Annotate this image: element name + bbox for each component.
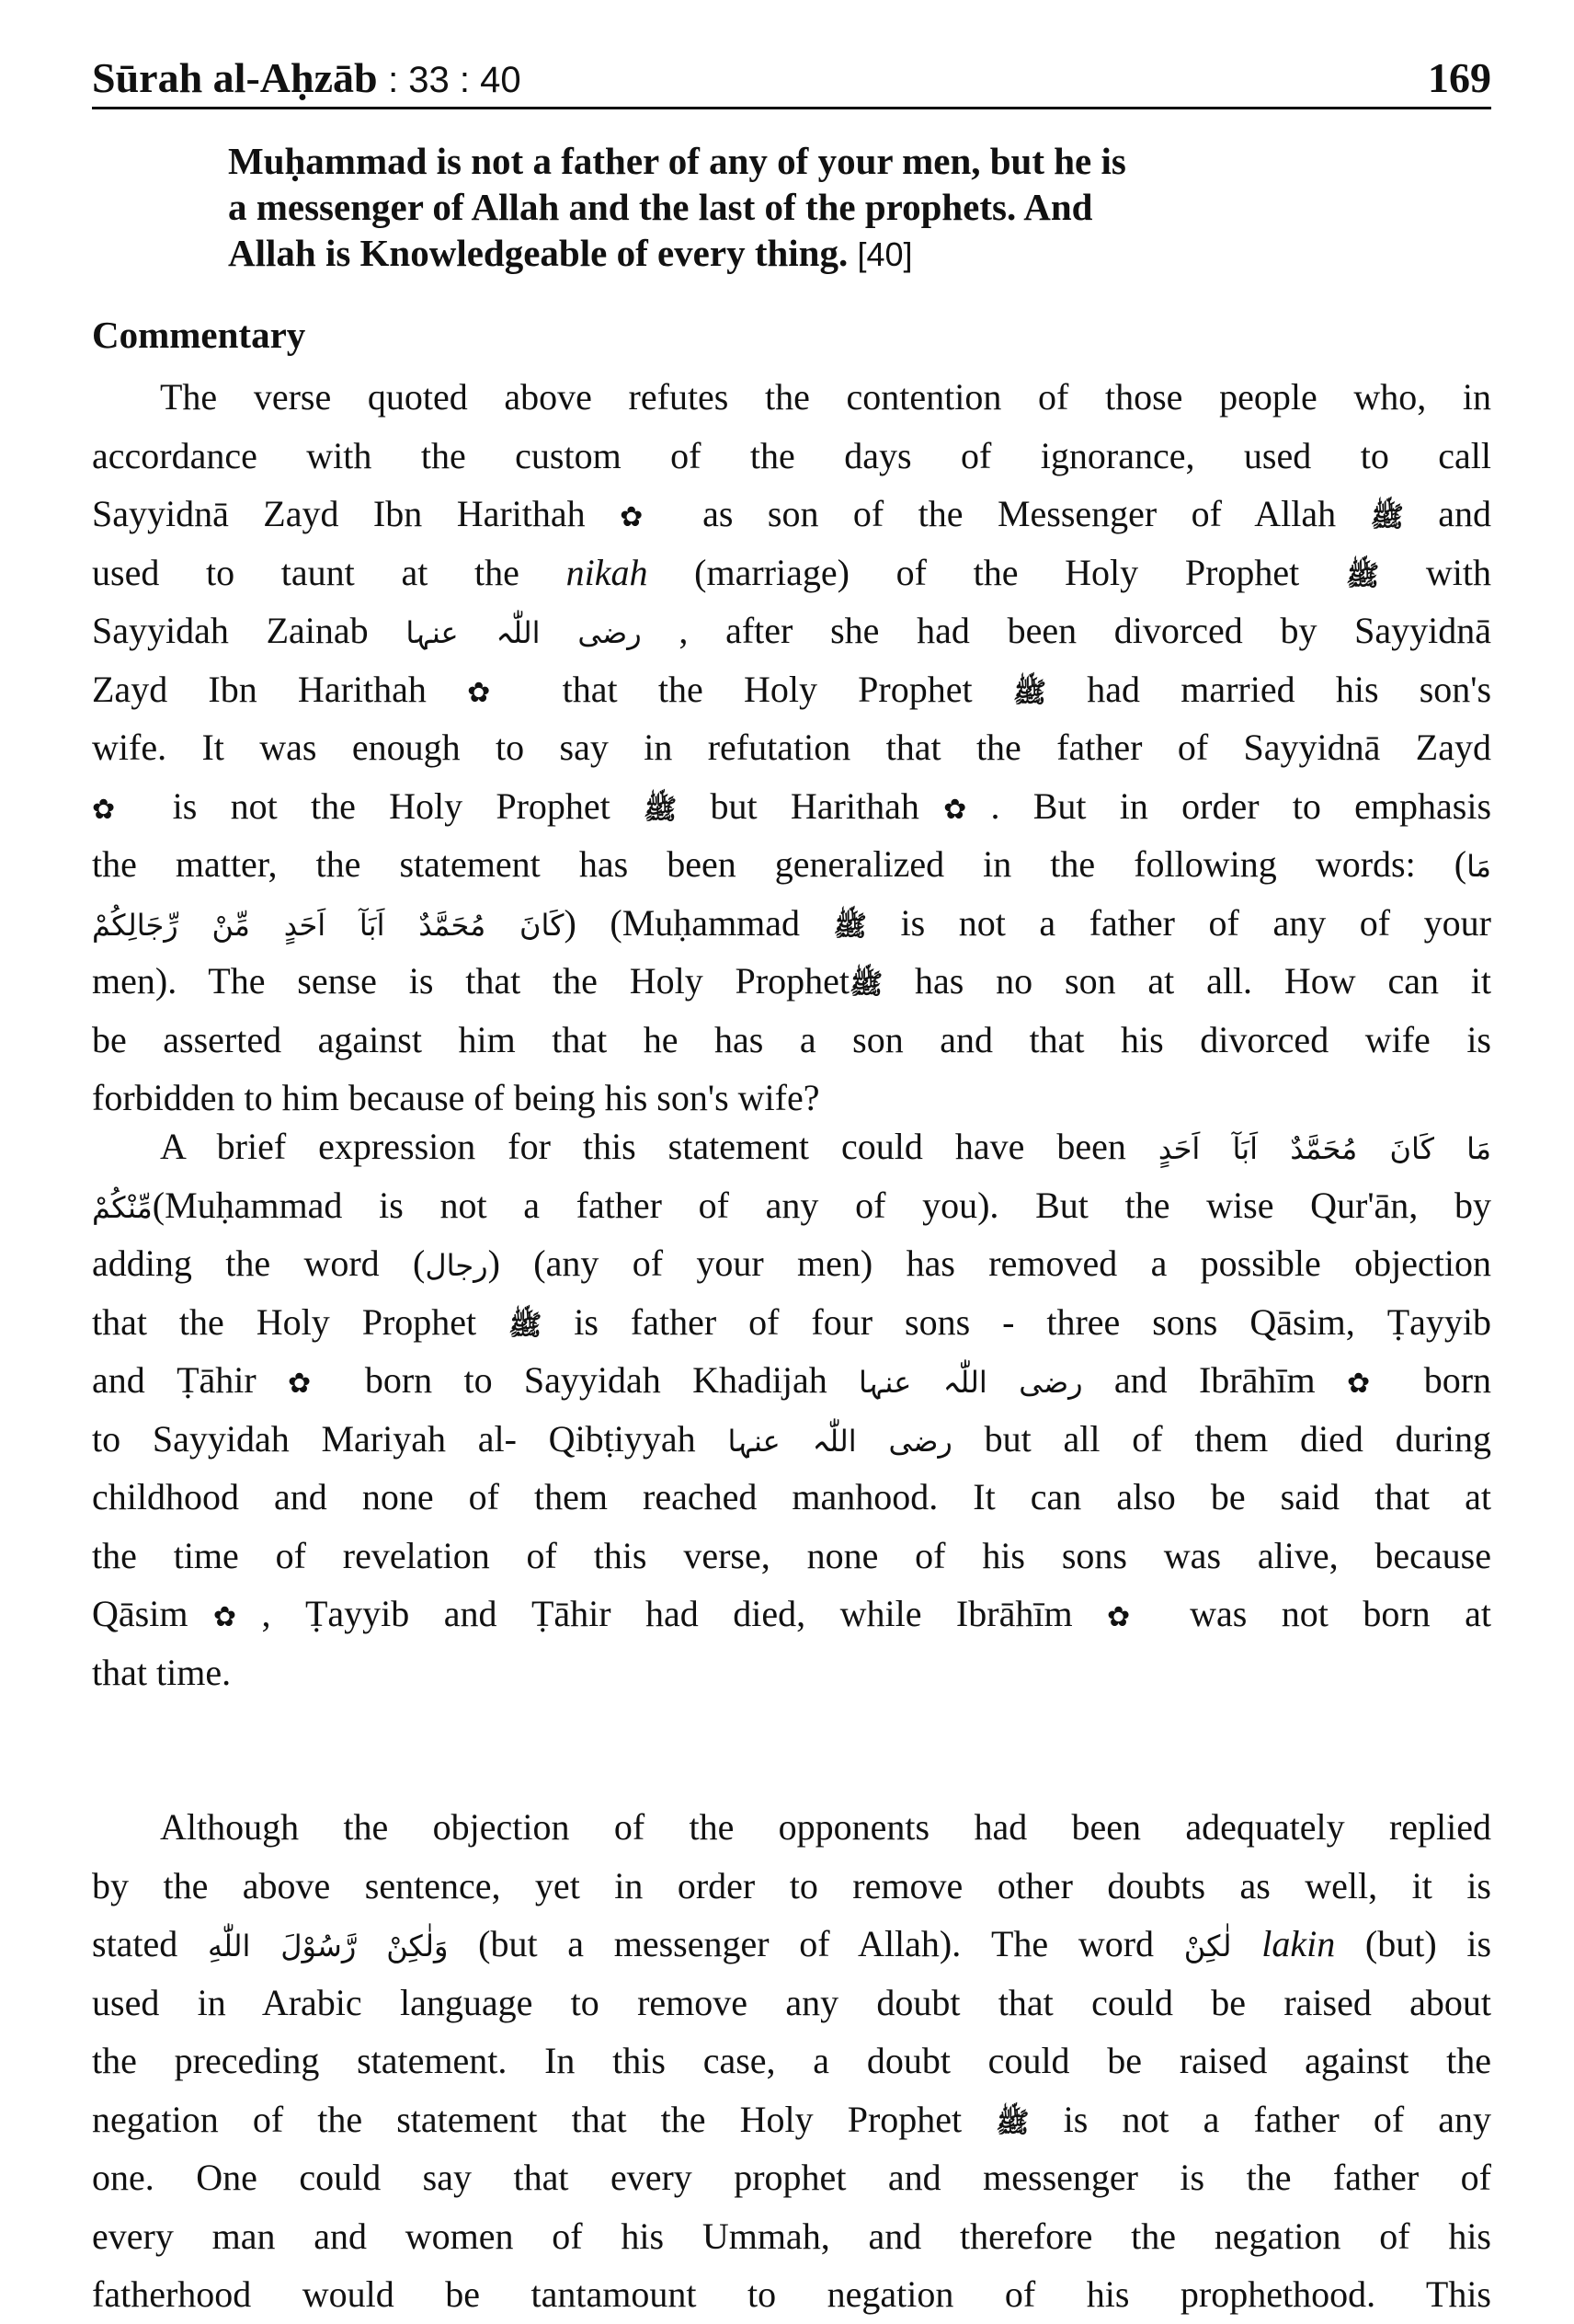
text-line: childhood and none of them reached manhood. It can also be said that at xyxy=(92,1476,1491,1517)
honorific-saw-icon: ﷺ xyxy=(1345,559,1380,592)
text-span: the matter, the statement has been generalized in the following words: ( xyxy=(92,843,1467,885)
commentary-heading: Commentary xyxy=(92,314,306,356)
text-line: the preceding statement. In this case, a doubt could be raised against the xyxy=(92,2040,1491,2081)
text-line xyxy=(92,601,1491,660)
honorific-radiallahu-anha: رضی اللّٰہ عنہا xyxy=(405,615,642,650)
text-line xyxy=(92,1351,1491,1410)
text-span: A brief expression for this statement could have been xyxy=(160,1126,1126,1167)
honorific-saw-icon: ﷺ xyxy=(1370,501,1404,533)
text-span: and xyxy=(1438,493,1492,534)
text-line: fatherhood would be tantamount to negation of his prophethood. This xyxy=(92,2273,1491,2315)
honorific-radiallahu-anha: رضی اللّٰہ عنہا xyxy=(727,1423,952,1459)
text-span: with xyxy=(1425,551,1492,593)
text-span: Zayd Ibn Harithah xyxy=(92,668,427,710)
honorific-saw-icon: ﷺ xyxy=(1012,676,1047,709)
text-line xyxy=(92,894,1491,953)
text-span: but Harithah xyxy=(710,784,919,827)
text-line xyxy=(92,660,1491,719)
arabic-text: كَانَ مُحَمَّدٌ اَبَآ اَحَدٍ مِّنْ رِّجَالِكُمْ xyxy=(92,907,565,943)
honorific-ra-icon: ✿ xyxy=(1107,1601,1156,1633)
text-line: that time. xyxy=(92,1651,232,1693)
text-line: forbidden to him because of being his son's wife? xyxy=(92,1077,820,1118)
text-line xyxy=(92,1585,1491,1643)
text-span: is father of four sons - three sons Qāsim, Ṭayyib xyxy=(574,1300,1492,1343)
paragraph-1 xyxy=(92,368,1491,1128)
honorific-saw-icon: ﷺ xyxy=(833,910,867,943)
text-line xyxy=(92,952,1491,1011)
italic-term: nikah xyxy=(565,551,648,593)
arabic-text: لٰكِنْ xyxy=(1183,1929,1232,1963)
text-span: (but a messenger of Allah). The word xyxy=(478,1923,1155,1964)
text-span: (Muḥammad is not a father of any of you). But the wise Qur'ān, by xyxy=(152,1184,1491,1226)
text-span: ) (any of your men) has removed a possible objection xyxy=(487,1242,1491,1284)
text-span: . But in order to emphasis xyxy=(990,784,1492,827)
text-span: men). The sense is that the Holy Prophet xyxy=(92,960,850,1002)
text-span: born to Sayyidah Khadijah xyxy=(364,1359,827,1401)
arabic-text: مَا كَانَ مُحَمَّدٌ اَبَآ اَحَدٍ xyxy=(1158,1131,1492,1166)
text-span: but all of them died during xyxy=(984,1417,1492,1460)
honorific-ra-icon: ✿ xyxy=(92,793,140,826)
text-line xyxy=(92,1915,1491,1974)
text-span: (but) is xyxy=(1364,1923,1492,1964)
verse-line: Muḥammad is not a father of any of your men, but he is xyxy=(228,140,1126,182)
text-span: negation of the statement that the Holy Prophet xyxy=(92,2098,963,2140)
text-span: Sayyidnā Zayd Ibn Harithah xyxy=(92,493,586,534)
text-line: The verse quoted above refutes the contention of those people who, in xyxy=(160,376,1491,418)
text-span: had married his son's xyxy=(1087,668,1492,710)
text-line: one. One could say that every prophet and messenger is the father of xyxy=(92,2157,1491,2198)
text-line: accordance with the custom of the days of ignorance, used to call xyxy=(92,434,1491,476)
text-span: was not born at xyxy=(1190,1593,1492,1634)
header-rule xyxy=(92,107,1491,109)
text-span: born xyxy=(1423,1359,1492,1401)
arabic-text: وَلٰكِنْ رَّسُوْلَ اللّٰهِ xyxy=(208,1929,449,1963)
text-span: , after she had been divorced by Sayyidnā xyxy=(679,610,1492,651)
honorific-radiallahu-anha: رضی اللّٰہ عنہا xyxy=(859,1365,1083,1400)
honorific-ra-icon: ✿ xyxy=(467,676,522,709)
paragraph-2 xyxy=(92,1117,1491,1701)
text-line: Although the objection of the opponents had been adequately replied xyxy=(160,1806,1491,1848)
text-span: (marriage) of the Holy Prophet xyxy=(694,551,1300,593)
page-number: 169 xyxy=(1428,54,1491,101)
text-line: wife. It was enough to say in refutation that the father of Sayyidnā Zayd xyxy=(92,727,1491,768)
honorific-ra-icon: ✿ xyxy=(620,501,668,533)
text-line xyxy=(92,777,1491,836)
arabic-text: رجال xyxy=(425,1248,488,1283)
honorific-saw-icon: ﷺ xyxy=(508,1309,542,1342)
text-span: stated xyxy=(92,1923,178,1964)
text-span: and Ṭāhir xyxy=(92,1359,257,1401)
honorific-saw-icon: ﷺ xyxy=(849,968,884,1001)
text-span: ) (Muḥammad xyxy=(564,901,801,944)
text-span: that the Holy Prophet xyxy=(92,1300,477,1343)
honorific-saw-icon: ﷺ xyxy=(996,2106,1030,2139)
honorific-ra-icon: ✿ xyxy=(288,1368,334,1400)
verse-line-text: Allah is Knowledgeable of every thing. xyxy=(228,232,849,274)
verse-reference: : 33 : 40 xyxy=(388,60,521,100)
text-span: and Ibrāhīm xyxy=(1113,1359,1316,1401)
verse-translation xyxy=(228,138,1368,278)
text-line xyxy=(92,1293,1491,1352)
text-line: used in Arabic language to remove any doubt that could be raised about xyxy=(92,1981,1491,2023)
text-line xyxy=(92,544,1491,602)
text-line xyxy=(92,2090,1491,2149)
italic-term: lakin xyxy=(1261,1923,1336,1964)
arabic-text: مَا xyxy=(1466,849,1491,884)
surah-name: Sūrah al-Aḥzāb xyxy=(92,54,378,101)
text-span: that the Holy Prophet xyxy=(562,668,973,710)
honorific-saw-icon: ﷺ xyxy=(644,793,678,826)
text-span: as son of the Messenger of Allah xyxy=(702,493,1337,534)
text-span: used to taunt at the xyxy=(92,551,519,593)
arabic-text: مِّنْكُمْ xyxy=(92,1189,153,1225)
text-line: every man and women of his Ummah, and therefore the negation of his xyxy=(92,2215,1491,2257)
verse-line: a messenger of Allah and the last of the prophets. And xyxy=(228,186,1093,228)
text-span: is not the Holy Prophet xyxy=(172,784,610,827)
text-line: be asserted against him that he has a son and that his divorced wife is xyxy=(92,1018,1491,1060)
text-line: by the above sentence, yet in order to remove other doubts as well, it is xyxy=(92,1864,1491,1906)
text-line xyxy=(92,1117,1491,1176)
honorific-ra-icon: ✿ xyxy=(1346,1368,1393,1400)
text-line xyxy=(92,1176,1491,1235)
paragraph-3 xyxy=(92,1798,1491,2324)
text-span: Sayyidah Zainab xyxy=(92,610,369,651)
text-span: Qāsim xyxy=(92,1593,188,1634)
surah-title xyxy=(92,53,521,102)
text-span: is not a father of any xyxy=(1063,2098,1492,2140)
honorific-ra-icon: ✿ xyxy=(918,793,991,826)
verse-line xyxy=(228,230,1368,278)
text-line xyxy=(92,485,1491,544)
text-line xyxy=(92,835,1491,894)
text-span: adding the word ( xyxy=(92,1242,426,1284)
text-line xyxy=(92,1410,1491,1469)
verse-number: [40] xyxy=(857,235,913,273)
text-span: , Ṭayyib and Ṭāhir had died, while Ibrāhīm xyxy=(261,1593,1073,1634)
text-span: to Sayyidah Mariyah al- Qibṭiyyah xyxy=(92,1417,696,1460)
honorific-ra-icon: ✿ xyxy=(188,1601,262,1633)
text-span: is not a father of any of your xyxy=(900,901,1491,944)
text-line xyxy=(92,1234,1491,1293)
text-line: the time of revelation of this verse, none of his sons was alive, because xyxy=(92,1534,1491,1576)
text-span: has no son at all. How can it xyxy=(915,960,1491,1002)
